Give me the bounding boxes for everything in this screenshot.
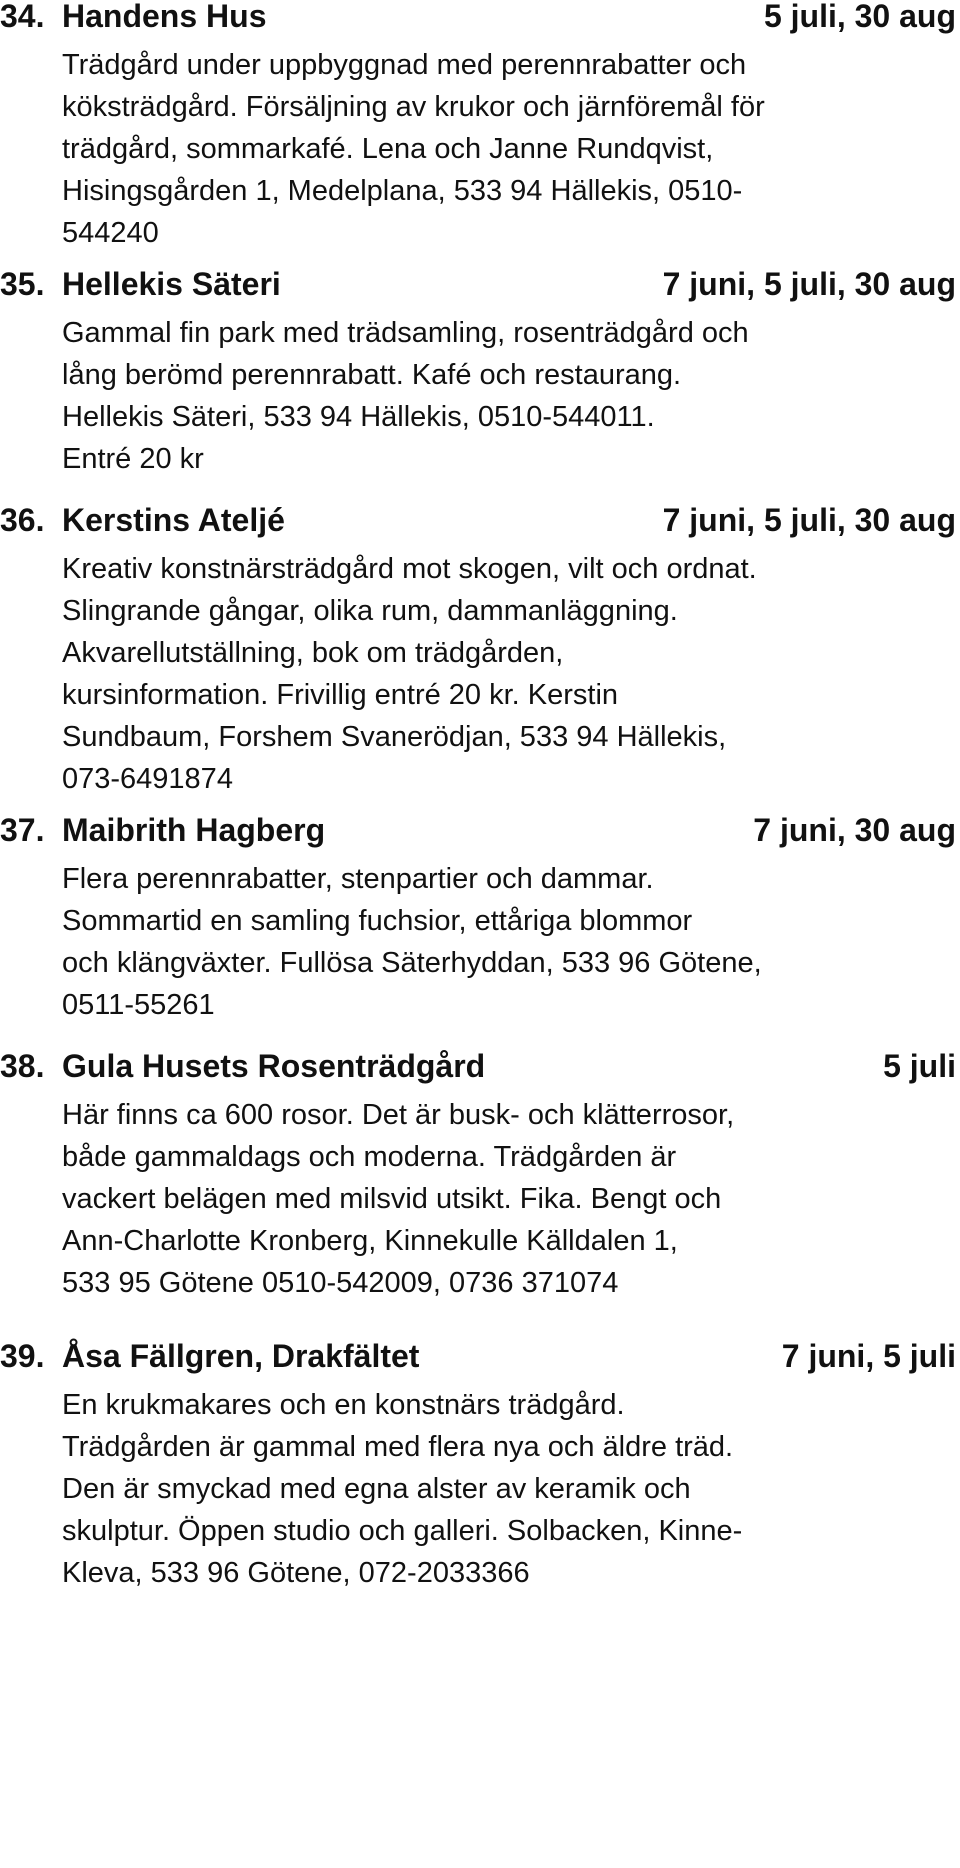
entry-37: [0, 810, 960, 1026]
entry-number: 34.: [0, 0, 45, 34]
entry-36: [0, 500, 960, 800]
entry-name: Kerstins Ateljé: [62, 502, 285, 538]
description-line: Sundbaum, Forshem Svanerödjan, 533 94 Hällekis,: [62, 721, 727, 753]
description-line: Hisingsgården 1, Medelplana, 533 94 Hällekis, 0510-: [62, 175, 743, 207]
description-line: köksträdgård. Försäljning av krukor och järnföremål för: [62, 91, 765, 123]
description-line: både gammaldags och moderna. Trädgården är: [62, 1141, 677, 1173]
description-line: Hellekis Säteri, 533 94 Hällekis, 0510-544011.: [62, 401, 655, 433]
entry-description: [62, 312, 942, 480]
description-line: Slingrande gångar, olika rum, dammanläggning.: [62, 595, 678, 627]
description-line: 533 95 Götene 0510-542009, 0736 371074: [62, 1267, 619, 1299]
description-line: och klängväxter. Fullösa Säterhyddan, 533 96 Götene,: [62, 947, 762, 979]
entry-header: [0, 264, 960, 304]
entry-35: [0, 264, 960, 480]
entry-dates: 7 juni, 5 juli, 30 aug: [662, 502, 956, 538]
description-line: skulptur. Öppen studio och galleri. Solbacken, Kinne-: [62, 1515, 743, 1547]
entry-description: [62, 44, 942, 254]
entry-header: [0, 1336, 960, 1376]
description-line: Kreativ konstnärsträdgård mot skogen, vilt och ordnat.: [62, 553, 757, 585]
description-line: Sommartid en samling fuchsior, ettåriga blommor: [62, 905, 693, 937]
entry-header: [0, 1046, 960, 1086]
description-line: vackert belägen med milsvid utsikt. Fika. Bengt och: [62, 1183, 722, 1215]
entry-name: Handens Hus: [62, 0, 267, 34]
entry-number: 39.: [0, 1338, 45, 1374]
entry-number: 35.: [0, 266, 45, 302]
description-line: Gammal fin park med trädsamling, rosenträdgård och: [62, 317, 749, 349]
description-line: Här finns ca 600 rosor. Det är busk- och klätterrosor,: [62, 1099, 735, 1131]
entry-number: 36.: [0, 502, 45, 538]
description-line: Den är smyckad med egna alster av keramik och: [62, 1473, 691, 1505]
entry-dates: 7 juni, 5 juli: [781, 1338, 956, 1374]
description-line: En krukmakares och en konstnärs trädgård.: [62, 1389, 625, 1421]
description-line: Trädgården är gammal med flera nya och äldre träd.: [62, 1431, 734, 1463]
entry-header: [0, 0, 960, 36]
entry-description: [62, 1094, 942, 1304]
description-line: 0511-55261: [62, 989, 215, 1021]
entry-description: [62, 1384, 942, 1594]
description-line: Ann-Charlotte Kronberg, Kinnekulle Källdalen 1,: [62, 1225, 678, 1257]
description-line: Trädgård under uppbyggnad med perennrabatter och: [62, 49, 747, 81]
description-line: Akvarellutställning, bok om trädgården,: [62, 637, 564, 669]
entry-39: [0, 1336, 960, 1594]
description-line: kursinformation. Frivillig entré 20 kr. Kerstin: [62, 679, 619, 711]
entry-34: [0, 0, 960, 254]
entry-name: Maibrith Hagberg: [62, 812, 326, 848]
entry-header: [0, 810, 960, 850]
description-line: 073-6491874: [62, 763, 233, 795]
description-line: trädgård, sommarkafé. Lena och Janne Rundqvist,: [62, 133, 714, 165]
entry-number: 38.: [0, 1048, 45, 1084]
entry-description: [62, 858, 942, 1026]
description-line: Flera perennrabatter, stenpartier och dammar.: [62, 863, 654, 895]
description-line: lång berömd perennrabatt. Kafé och restaurang.: [62, 359, 682, 391]
entry-name: Åsa Fällgren, Drakfältet: [62, 1338, 420, 1374]
description-line: Kleva, 533 96 Götene, 072-2033366: [62, 1557, 530, 1589]
entry-header: [0, 500, 960, 540]
entry-name: Gula Husets Rosenträdgård: [62, 1048, 486, 1084]
entry-dates: 5 juli, 30 aug: [763, 0, 956, 34]
entry-dates: 7 juni, 30 aug: [753, 812, 956, 848]
entry-dates: 5 juli: [883, 1048, 956, 1084]
entry-dates: 7 juni, 5 juli, 30 aug: [662, 266, 956, 302]
entry-name: Hellekis Säteri: [62, 266, 281, 302]
description-line: Entré 20 kr: [62, 443, 204, 475]
entry-38: [0, 1046, 960, 1304]
entry-description: [62, 548, 942, 800]
entry-number: 37.: [0, 812, 45, 848]
description-line: 544240: [62, 217, 159, 249]
